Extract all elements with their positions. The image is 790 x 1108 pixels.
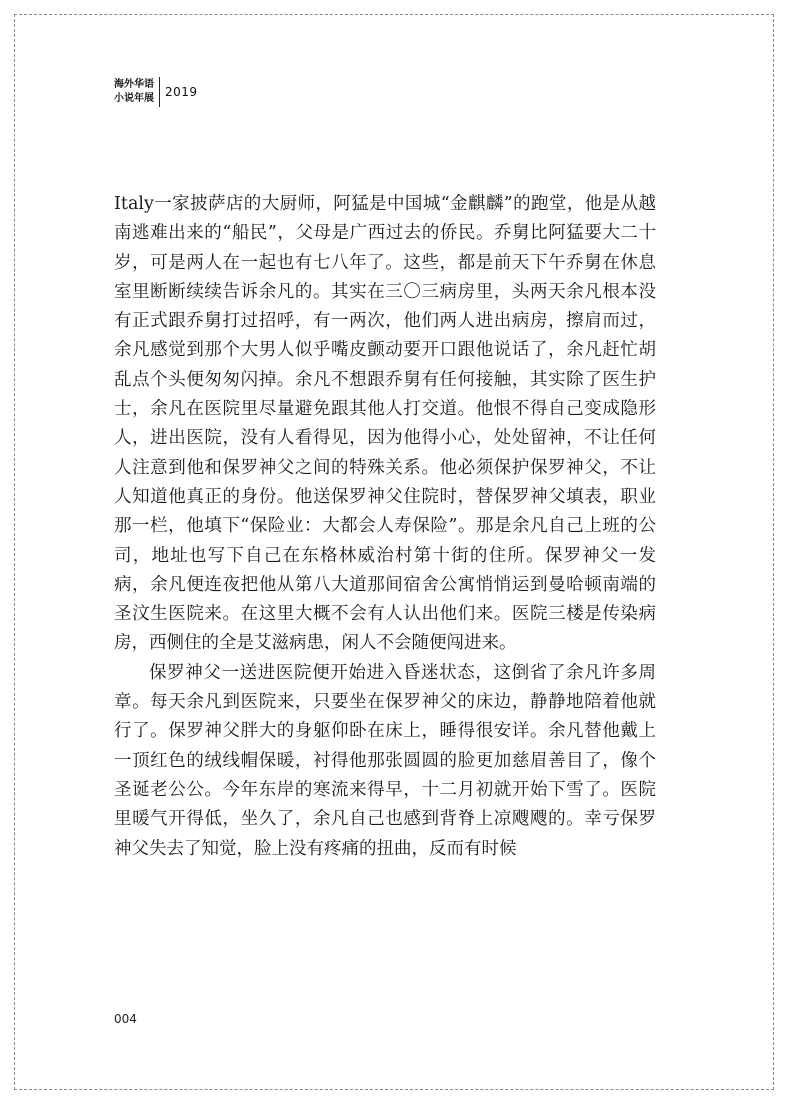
series-year: 2019	[165, 85, 198, 99]
series-title	[114, 77, 160, 107]
paragraph: 保罗神父一送进医院便开始进入昏迷状态，这倒省了余凡许多周章。每天余凡到医院来，只要坐在保罗神父的床边，静静地陪着他就行了。保罗神父胖大的身躯仰卧在床上，睡得很安详。余凡替他戴上一顶红色的绒线帽保暖，衬得他那张圆圆的脸更加慈眉善目了，像个圣诞老公公。今年东岸的寒流来得早，十二月初就开始下雪了。医院里暖气开得低，坐久了，余凡自己也感到背脊上凉飕飕的。幸亏保罗神父失去了知觉，脸上没有疼痛的扭曲，反而有时候	[114, 662, 656, 859]
page-number: 004	[114, 1012, 137, 1026]
paragraph-continued: Italy一家披萨店的大厨师，阿猛是中国城“金麒麟”的跑堂，他是从越南逃难出来的“船民”，父母是广西过去的侨民。乔舅比阿猛要大二十岁，可是两人在一起也有七八年了。这些，都是前天下午乔舅在休息室里断断续续告诉余凡的。其实在三〇三病房里，头两天余凡根本没有正式跟乔舅打过招呼，有一两次，他们两人进出病房，擦肩而过，余凡感觉到那个大男人似乎嘴皮颤动要开口跟他说话了，余凡赶忙胡乱点个头便匆匆闪掉。余凡不想跟乔舅有任何接触，其实除了医生护士，余凡在医院里尽量避免跟其他人打交道。他恨不得自己变成隐形人，进出医院，没有人看得见，因为他得小心，处处留神，不让任何人注意到他和保罗神父之间的特殊关系。他必须保护保罗神父，不让人知道他真正的身份。他送保罗神父住院时，替保罗神父填表，职业那一栏，他填下“保险业：大都会人寿保险”。那是余凡自己上班的公司，地址也写下自己在东格林威治村第十街的住所。保罗神父一发病，余凡便连夜把他从第八大道那间宿舍公寓悄悄运到曼哈顿南端的圣汶生医院来。在这里大概不会有人认出他们来。医院三楼是传染病房，西侧住的全是艾滋病患，闲人不会随便闯进来。	[114, 194, 656, 654]
series-title-line1: 海外华语	[114, 79, 154, 90]
body-text	[114, 190, 656, 864]
running-header	[114, 76, 198, 108]
series-title-line2: 小说年展	[114, 93, 154, 104]
